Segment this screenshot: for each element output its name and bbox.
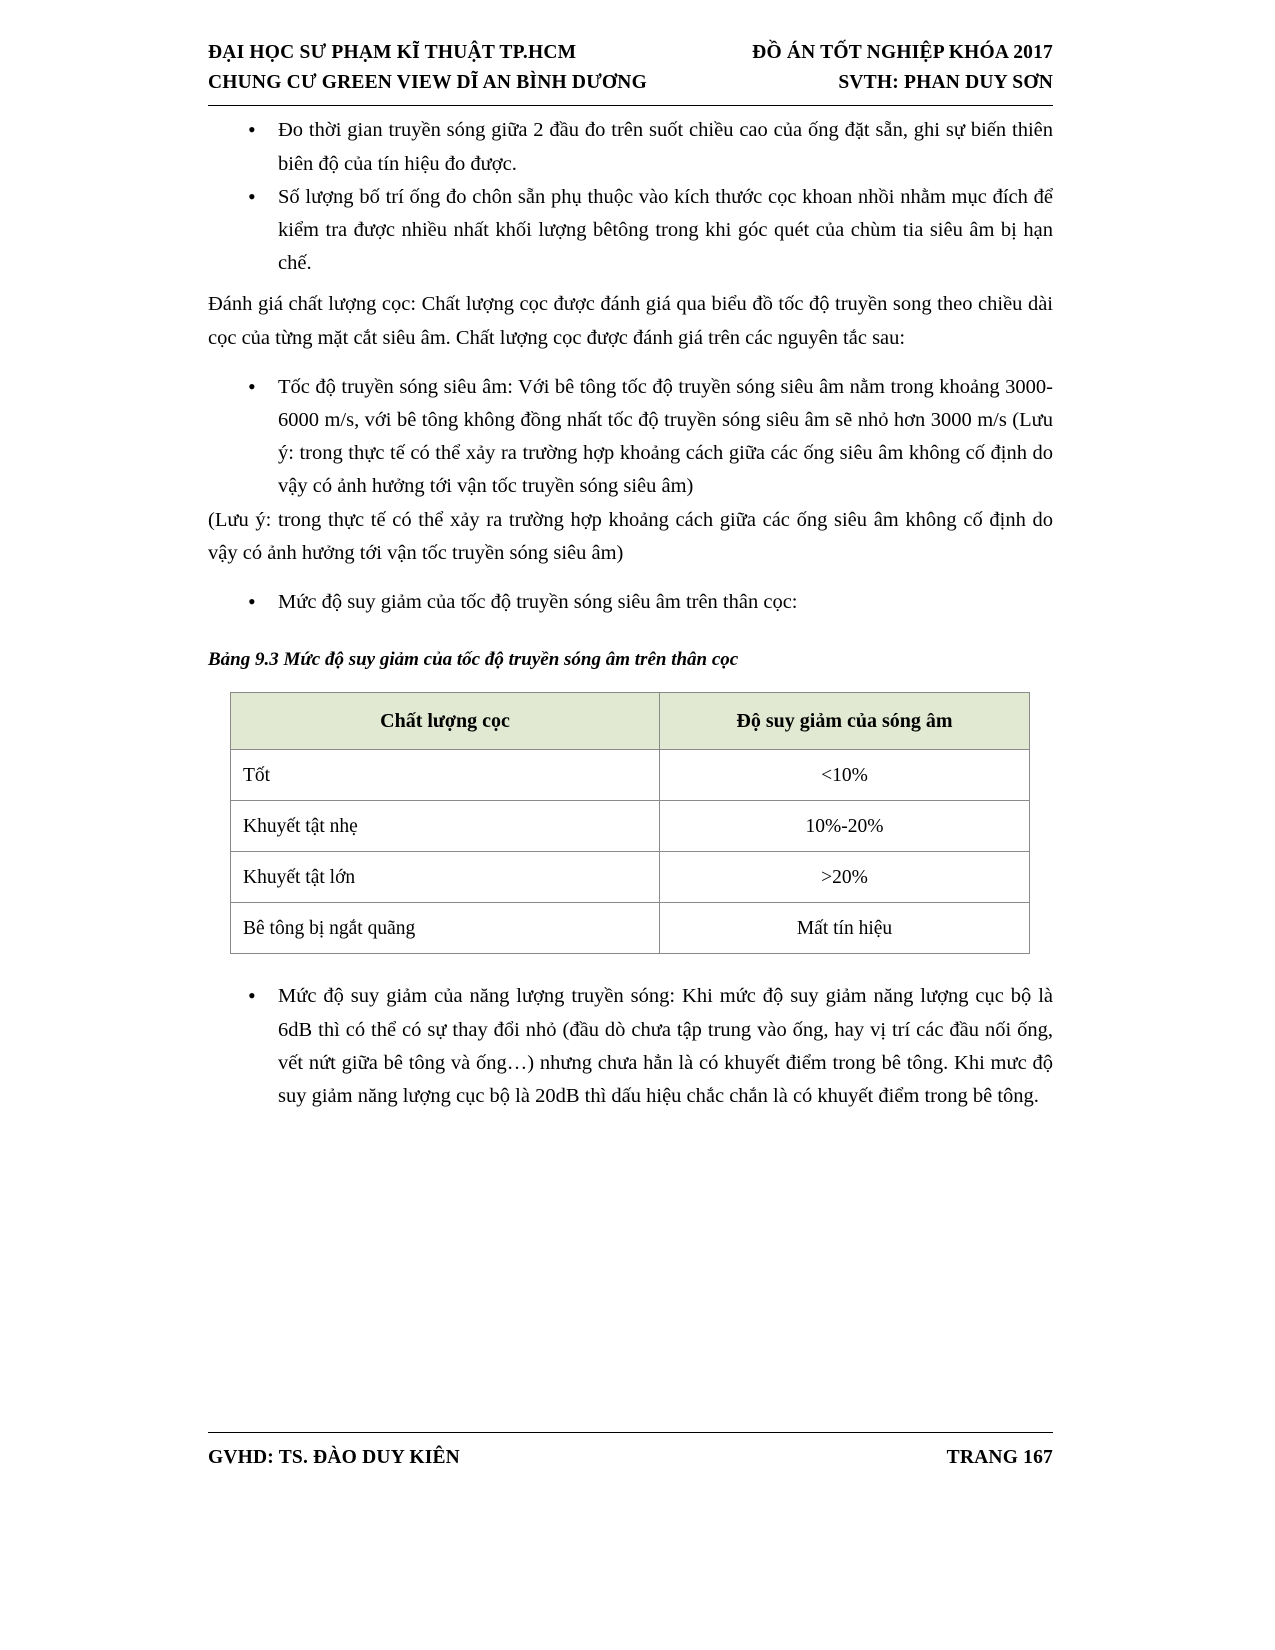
- table-row: [231, 903, 1030, 954]
- header-student: SVTH: PHAN DUY SƠN: [838, 72, 1053, 94]
- cell-quality: Tốt: [231, 750, 660, 801]
- page-header: [208, 38, 1053, 106]
- column-header-decay: Độ suy giảm của sóng âm: [660, 693, 1030, 750]
- page-footer: [208, 1432, 1053, 1469]
- header-university: ĐẠI HỌC SƯ PHẠM KĨ THUẬT TP.HCM: [208, 42, 577, 63]
- cell-decay: >20%: [660, 852, 1030, 903]
- footer-line: [208, 1433, 1053, 1469]
- page-body: [208, 106, 1053, 1113]
- decay-level-table: [230, 692, 1030, 954]
- header-line-2: [208, 68, 1053, 98]
- bullet-list-top: [208, 114, 1053, 280]
- cell-decay: 10%-20%: [660, 801, 1030, 852]
- header-line-1: [208, 38, 1053, 68]
- footer-advisor: GVHD: TS. ĐÀO DUY KIÊN: [208, 1447, 460, 1468]
- list-item: • Đo thời gian truyền sóng giữa 2 đầu đo trên suốt chiều cao của ống đặt sẵn, ghi sự biến thiên biên độ của tín hiệu đo được.: [208, 114, 1053, 180]
- list-item: • Mức độ suy giảm của tốc độ truyền sóng siêu âm trên thân cọc:: [208, 586, 1053, 619]
- list-item: • Tốc độ truyền sóng siêu âm: Với bê tông tốc độ truyền sóng siêu âm nằm trong khoảng 3000-6000 m/s, với bê tông không đồng nhất tốc độ truyền sóng siêu âm sẽ nhỏ hơn 3000 m/s (Lưu ý: trong thực tế có thể xảy ra trường hợp khoảng cách giữa các ống siêu âm không cố định do vậy có ảnh hưởng tới vận tốc truyền sóng siêu âm): [208, 371, 1053, 504]
- list-item: • Mức độ suy giảm của năng lượng truyền sóng: Khi mức độ suy giảm năng lượng cục bộ là 6dB thì có thể có sự thay đổi nhỏ (đầu dò chưa tập trung vào ống, hay vị trí các đầu nối ống, vết nứt giữa bê tông và ống…) nhưng chưa hẳn là có khuyết điểm trong bê tông. Khi mưc độ suy giảm năng lượng cục bộ là 20dB thì dấu hiệu chắc chắn là có khuyết điểm trong bê tông.: [208, 980, 1053, 1113]
- bullet-list-speed: [208, 371, 1053, 504]
- paragraph-note: (Lưu ý: trong thực tế có thể xảy ra trường hợp khoảng cách giữa các ống siêu âm không cố định do vậy có ảnh hưởng tới vận tốc truyền sóng siêu âm): [208, 508, 1053, 564]
- cell-decay: Mất tín hiệu: [660, 903, 1030, 954]
- table-header-row: [231, 693, 1030, 750]
- bullet-list-decay: [208, 586, 1053, 619]
- cell-quality: Khuyết tật nhẹ: [231, 801, 660, 852]
- table-row: [231, 852, 1030, 903]
- cell-quality: Khuyết tật lớn: [231, 852, 660, 903]
- cell-decay: <10%: [660, 750, 1030, 801]
- page-number: TRANG 167: [946, 1447, 1053, 1468]
- table-row: [231, 750, 1030, 801]
- header-building: CHUNG CƯ GREEN VIEW DĨ AN BÌNH DƯƠNG: [208, 72, 647, 94]
- cell-quality: Bê tông bị ngắt quãng: [231, 903, 660, 954]
- table-row: [231, 801, 1030, 852]
- table-container: [208, 692, 1053, 954]
- column-header-quality: Chất lượng cọc: [231, 693, 660, 750]
- page-content: [208, 38, 1053, 1113]
- list-item: • Số lượng bố trí ống đo chôn sẵn phụ thuộc vào kích thước cọc khoan nhồi nhằm mục đích để kiểm tra được nhiều nhất khối lượng bêtông trong khi góc quét của chùm tia siêu âm bị hạn chế.: [208, 181, 1053, 281]
- table-caption: Bảng 9.3 Mức độ suy giảm của tốc độ truyền sóng âm trên thân cọc: [208, 649, 739, 671]
- header-project: ĐỒ ÁN TỐT NGHIỆP KHÓA 2017: [752, 42, 1053, 63]
- paragraph-quality-assessment: Đánh giá chất lượng cọc: Chất lượng cọc được đánh giá qua biểu đồ tốc độ truyền song theo chiều dài cọc của từng mặt cắt siêu âm. Chất lượng cọc được đánh giá trên các nguyên tắc sau:: [208, 293, 1053, 349]
- bullet-list-energy: [208, 980, 1053, 1113]
